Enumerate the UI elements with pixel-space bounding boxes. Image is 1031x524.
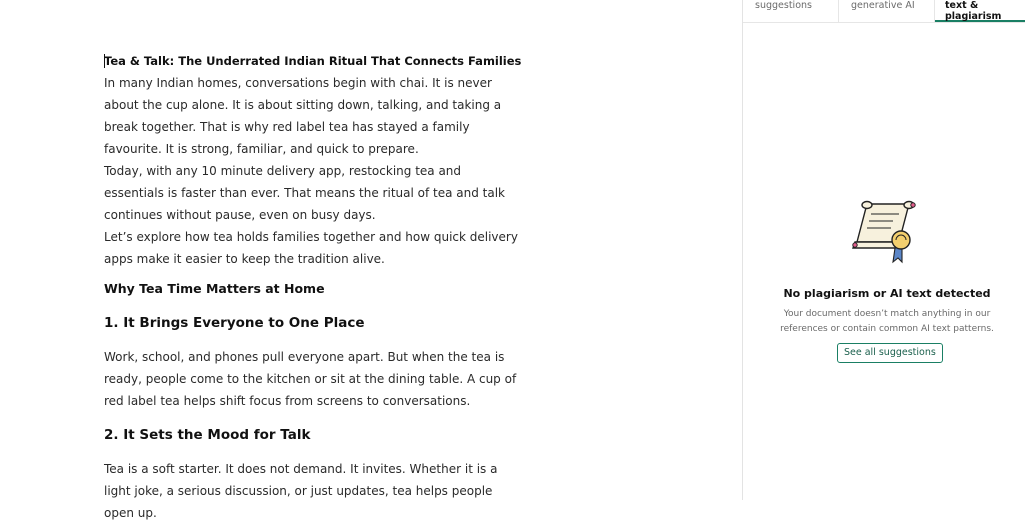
tab-text-plagiarism[interactable]: text & plagiarism (935, 0, 1025, 22)
see-all-suggestions-button[interactable]: See all suggestions (837, 343, 943, 363)
result-description: Your document doesn’t match anything in our references or contain common AI text patterns. (780, 309, 994, 334)
paragraph-section-2: Tea is a soft starter. It does not demand. It invites. Whether it is a light joke, a serious discussion, or just updates, tea helps people open up. (104, 462, 498, 520)
heading-why-tea: Why Tea Time Matters at Home (104, 281, 325, 296)
document-content[interactable] (104, 50, 524, 524)
tab-suggestions[interactable]: suggestions (743, 0, 839, 22)
tab-generative-ai[interactable]: generative AI (839, 0, 935, 22)
scroll-with-ribbon-icon (853, 198, 923, 268)
document-title: Tea & Talk: The Underrated Indian Ritual That Connects Families (104, 54, 522, 68)
paragraph-intro-1: In many Indian homes, conversations begin with chai. It is never about the cup alone. It is about sitting down, talking, and taking a break together. That is why red label tea has stayed a family favourite. It is strong, familiar, and quick to prepare. (104, 76, 502, 156)
paragraph-section-1: Work, school, and phones pull everyone apart. But when the tea is ready, people come to the kitchen or sit at the dining table. A cup of red label tea helps shift focus from screens to conversations. (104, 350, 517, 408)
assistant-panel (742, 0, 1025, 500)
paragraph-intro-3: Let’s explore how tea holds families together and how quick delivery apps make it easier to keep the tradition alive. (104, 230, 518, 266)
panel-tabs (743, 0, 1025, 23)
heading-section-1: 1. It Brings Everyone to One Place (104, 315, 365, 331)
heading-section-2: 2. It Sets the Mood for Talk (104, 427, 311, 443)
result-title: No plagiarism or AI text detected (783, 287, 991, 300)
paragraph-intro-2: Today, with any 10 minute delivery app, restocking tea and essentials is faster than ever. That means the ritual of tea and talk continues without pause, even on busy days. (104, 164, 506, 222)
